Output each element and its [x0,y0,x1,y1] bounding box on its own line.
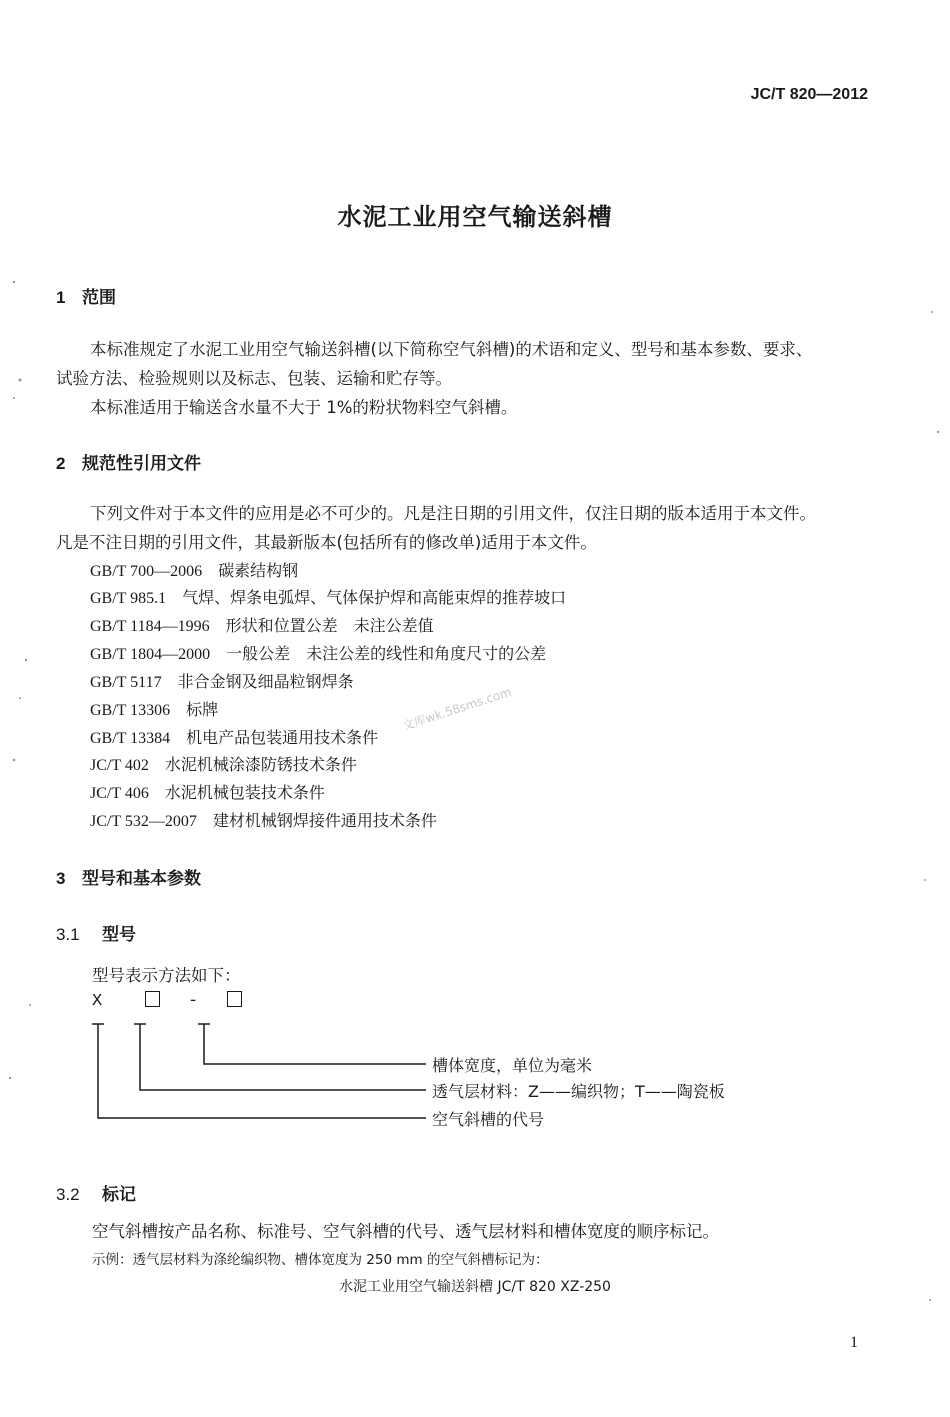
material-label: 透气层材料：Z——编织物；T——陶瓷板 [432,1082,725,1101]
paragraph-line: 凡是不注日期的引用文件，其最新版本(包括所有的修改单)适用于本文件。 [56,533,597,552]
section-number: 3 [56,869,66,888]
reference-title: 水泥机械包装技术条件 [164,783,325,802]
example-marking: 水泥工业用空气输送斜槽 JC/T 820 XZ-250 [339,1279,611,1295]
reference-title: 一般公差 未注公差的线性和角度尺寸的公差 [226,644,547,663]
width-label: 槽体宽度，单位为毫米 [432,1056,593,1075]
section-number: 3.1 [56,925,80,944]
reference-title: 机电产品包装通用技术条件 [186,728,379,747]
reference-title: 碳素结构钢 [218,561,299,580]
reference-code: GB/T 700—2006 [90,563,203,580]
standard-code: JC/T 820—2012 [750,86,868,103]
reference-code: GB/T 13384 [90,730,171,747]
section-title: 型号 [102,925,136,945]
model-prefix: X [92,992,103,1011]
reference-code: JC/T 402 [90,757,149,774]
reference-title: 非合金钢及细晶粒钢焊条 [177,672,354,691]
section-3-2-heading [56,1180,136,1205]
page-number: 1 [850,1334,858,1351]
width-leader-line [198,1024,426,1064]
reference-title: 标牌 [186,700,219,719]
reference-code: JC/T 532—2007 [90,813,197,830]
model-intro: 型号表示方法如下： [92,966,241,985]
model-dash: - [188,992,199,1011]
example-text: 示例：透气层材料为涤纶编织物、槽体宽度为 250 mm 的空气斜槽标记为： [92,1252,549,1268]
reference-title: 形状和位置公差 未注公差值 [225,616,434,635]
code-leader-line [92,1024,426,1118]
document-title: 水泥工业用空气输送斜槽 [337,203,613,231]
paragraph-line: 本标准规定了水泥工业用空气输送斜槽(以下简称空气斜槽)的术语和定义、型号和基本参数、要求、 [90,340,813,359]
section-title: 型号和基本参数 [82,869,201,889]
section-title: 规范性引用文件 [82,454,201,474]
marking-paragraph: 空气斜槽按产品名称、标准号、空气斜槽的代号、透气层材料和槽体宽度的顺序标记。 [92,1222,719,1241]
section-title: 范围 [82,288,116,308]
reference-title: 气焊、焊条电弧焊、气体保护焊和高能束焊的推荐坡口 [182,588,567,607]
code-label: 空气斜槽的代号 [432,1110,545,1129]
reference-title: 水泥机械涂漆防锈技术条件 [164,755,357,774]
section-number: 1 [56,288,66,307]
reference-code: GB/T 1184—1996 [90,618,210,635]
paragraph-line: 本标准适用于输送含水量不大于 1%的粉状物料空气斜槽。 [90,398,518,417]
reference-code: GB/T 13306 [90,702,171,719]
paragraph-line: 试验方法、检验规则以及标志、包装、运输和贮存等。 [56,369,452,388]
section-number: 2 [56,454,66,473]
reference-code: GB/T 1804—2000 [90,646,211,663]
reference-code: JC/T 406 [90,785,149,802]
section-title: 标记 [102,1185,136,1205]
section-number: 3.2 [56,1185,80,1204]
reference-title: 建材机械钢焊接件通用技术条件 [212,811,437,830]
material-leader-line [134,1024,426,1090]
watermark: 文库wk.58sms.com [400,684,514,734]
reference-code: GB/T 985.1 [90,590,167,607]
reference-code: GB/T 5117 [90,674,162,691]
paragraph-line: 下列文件对于本文件的应用是必不可少的。凡是注日期的引用文件，仅注日期的版本适用于本文件。 [90,504,816,523]
